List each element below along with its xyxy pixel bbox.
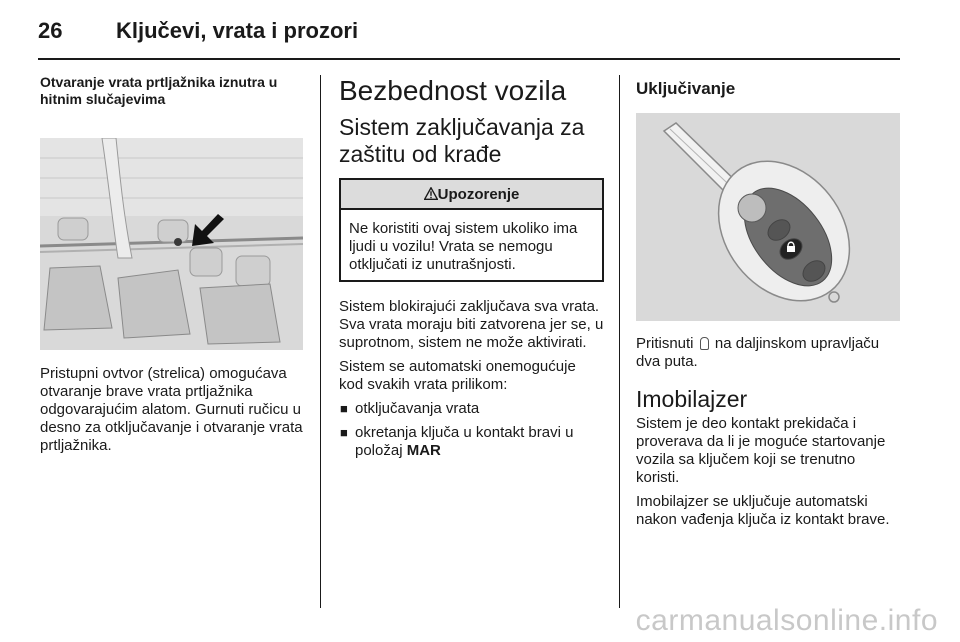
lock-key-icon [700,337,709,350]
section-heading: Bezbednost vozila [339,75,567,106]
column-divider-2 [619,75,620,608]
column-3 [636,74,902,535]
warning-triangle-icon [424,187,438,200]
watermark: carmanualsonline.info [635,604,938,637]
activation-text: Pritisnuti na daljinskom upravljaču dva puta. [636,335,880,370]
emergency-opening-text: Pristupni ovtvor (strelica) omogućava otvaranje brave vrata prtljažnika odgovarajućim alatom. Gurnuti ručicu u desno za otključavanje i otvaranje vrata prtljažnika. [40,365,303,454]
header-rule [38,58,900,60]
page-number: 26 [38,18,63,43]
page-title: Ključevi, vrata i prozori [116,18,359,43]
deadlock-paragraph-1: Sistem blokirajući zaključava sva vrata. Sva vrata moraju biti zatvorena jer se, u suprotnom, sistem ne može aktivirati. [339,298,604,351]
column-divider-1 [320,75,321,608]
deadlock-list [339,400,604,460]
warning-title: Upozorenje [437,186,520,203]
mar-position: MAR [406,442,441,459]
immobiliser-heading: Imobilajzer [636,386,748,412]
warning-text: Ne koristiti ovaj sistem ukoliko ima ljudi u vozilu! Vrata se nemogu otključati iz unutrašnjosti. [349,220,578,273]
activation-heading: Uključivanje [636,79,736,98]
list-item: ■ okretanja ključa u kontakt bravi u položaj MAR [340,424,574,459]
page-header [38,18,358,44]
remote-key-figure [636,113,900,321]
immobiliser-text-1: Sistem je deo kontakt prekidača i proverava da li je moguće startovanje vozila sa ključem koji se trenutno koristi. [636,415,886,486]
warning-header [341,180,602,210]
immobiliser-text-2: Imobilajzer se uključuje automatski nakon vađenja ključa iz kontakt brave. [636,493,890,528]
list-item: ■ otključavanja vrata [340,400,480,417]
tailgate-interior-figure [40,138,303,350]
emergency-opening-subheading: Otvaranje vrata prtljažnika iznutra u hitnim slučajevima [40,74,278,107]
warning-box [339,178,604,282]
column-1 [40,74,305,461]
deadlock-paragraph-2: Sistem se automatski onemogućuje kod svakih vrata prilikom: [339,358,576,393]
column-2 [339,74,604,466]
anti-theft-subheading: Sistem zaključavanja za zaštitu od krađe [339,114,585,167]
